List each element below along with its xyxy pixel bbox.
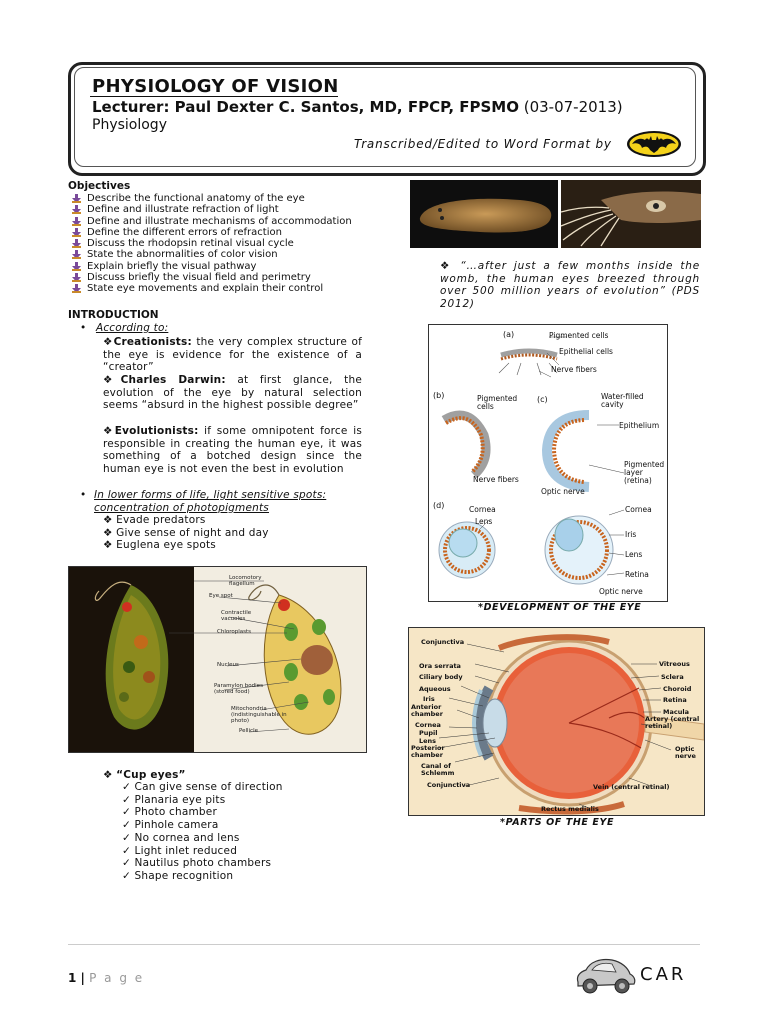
diamond-bullet-icon: ❖	[103, 374, 121, 386]
arrow-bullet-icon	[72, 262, 81, 271]
creationists-text: the very complex structure of the eye is evidence for the existence of a “creator”	[103, 336, 362, 374]
eye-development-figure	[428, 324, 668, 602]
list-item: ✓ Light inlet reduced	[122, 844, 238, 857]
nautilus-image	[561, 180, 701, 248]
arrow-bullet-icon	[72, 250, 81, 259]
lecturer-name: Lecturer: Paul Dexter C. Santos, MD, FPCP, FPSMO	[92, 98, 519, 116]
checkmark-icon: ✓	[122, 806, 135, 819]
diamond-bullet-icon: ❖	[103, 425, 115, 437]
eye-label: Retina	[663, 696, 687, 704]
list-item: Discuss briefly the visual field and perimetry	[72, 272, 412, 283]
euglena-label: Locomotory flagellum	[229, 575, 262, 587]
dev-label: Nerve fibers	[473, 475, 519, 484]
cup-eyes-list	[122, 781, 283, 883]
arrow-bullet-icon	[72, 205, 81, 214]
car-icon	[572, 954, 638, 996]
lower-forms-text: In lower forms of life, light sensitive spots: concentration of photopigments	[94, 489, 327, 514]
eye-label: Ciliary body	[419, 673, 463, 681]
evolutionists-text: if some omnipotent force is responsible in creating the human eye, it was something of a botched design since the human eye is not even the best in evolution	[103, 425, 362, 476]
list-item: Discuss the rhodopsin retinal visual cycle	[72, 238, 412, 249]
list-item: ❖ Evade predators	[103, 514, 206, 526]
checkmark-icon: ✓	[122, 819, 135, 832]
lecturer-line	[92, 98, 623, 116]
euglena-label: Mitochondria (indistinguishable in photo)	[231, 706, 287, 724]
arrow-bullet-icon	[72, 273, 81, 282]
creationists-paragraph	[103, 336, 362, 374]
eye-label: Vitreous	[659, 660, 690, 668]
evolutionists-label: Evolutionists:	[114, 425, 199, 437]
dev-label: Epithelium	[619, 421, 660, 430]
darwin-text: at first glance, the evolution of the eye by natural selection seems “absurd in the highest possible degree”	[103, 374, 362, 412]
arrow-bullet-icon	[72, 228, 81, 237]
lecture-date: (03-07-2013)	[518, 98, 623, 116]
list-item: ✓ Shape recognition	[122, 869, 234, 882]
round-bullet-icon: •	[80, 322, 87, 334]
eye-label: Ora serrata	[419, 662, 461, 670]
panel-letter: (b)	[433, 391, 445, 400]
dev-label: Optic nerve	[599, 587, 643, 596]
eye-label: Lens	[419, 737, 437, 745]
eye-label: Conjunctiva	[427, 781, 471, 789]
dev-label: Lens	[475, 517, 493, 526]
list-item: ✓ Nautilus photo chambers	[122, 857, 272, 870]
checkmark-icon: ✓	[122, 857, 135, 870]
panel-letter: (a)	[503, 330, 515, 339]
list-item: ✓ Photo chamber	[122, 806, 217, 819]
panel-letter: (d)	[433, 501, 445, 510]
objectives-heading: Objectives	[68, 180, 131, 192]
round-bullet-icon: •	[80, 489, 87, 501]
eye-label: Vein (central retinal)	[593, 783, 670, 791]
euglena-label: Contractile vacuoles	[221, 610, 252, 622]
subject-label: Physiology	[92, 117, 167, 133]
eye-label: Pupil	[419, 729, 438, 737]
page-number: 1 | P a g e	[68, 971, 145, 985]
euglena-label: Paramylon bodies (stored food)	[214, 683, 263, 695]
euglena-label: Eye spot	[209, 593, 233, 599]
footer-brand: CAR	[640, 964, 687, 985]
cup-eyes-heading: ❖ “Cup eyes”	[103, 769, 186, 781]
list-item: Define the different errors of refraction	[72, 227, 412, 238]
dev-label: Pigmented layer (retina)	[624, 460, 665, 485]
batman-logo-icon	[626, 130, 682, 158]
list-item: Explain briefly the visual pathway	[72, 261, 412, 272]
dev-label: Epithelial cells	[559, 347, 613, 356]
title-underline	[90, 96, 338, 97]
objectives-list	[72, 193, 412, 295]
dev-label: Pigmented cells	[477, 394, 518, 411]
lower-forms-list	[103, 514, 269, 552]
euglena-label: Pellicle	[239, 728, 259, 734]
footer-divider	[68, 944, 700, 945]
lower-forms-line	[80, 489, 365, 514]
document-title: PHYSIOLOGY OF VISION	[92, 76, 339, 97]
eye-label: Macula	[663, 708, 689, 716]
checkmark-icon: ✓	[122, 869, 135, 882]
development-caption: *DEVELOPMENT OF THE EYE	[478, 602, 642, 613]
parts-caption: *PARTS OF THE EYE	[500, 817, 615, 828]
evolutionists-paragraph	[103, 425, 362, 476]
eye-label: Canal of Schlemm	[421, 762, 455, 777]
list-item: Define and illustrate mechanisms of accommodation	[72, 216, 412, 227]
euglena-label: Nucleus	[217, 662, 239, 668]
dev-label: Cornea	[469, 505, 496, 514]
list-item: ✓ Can give sense of direction	[122, 781, 283, 793]
dev-label: Nerve fibers	[551, 365, 597, 374]
checkmark-icon: ✓	[122, 831, 135, 844]
eye-label: Sclera	[661, 673, 684, 681]
eye-label: Posterior chamber	[411, 744, 445, 759]
arrow-bullet-icon	[72, 194, 81, 203]
list-item: ✓ Pinhole camera	[122, 819, 219, 832]
darwin-label: Charles Darwin:	[120, 374, 226, 386]
diamond-bullet-icon: ❖	[103, 539, 117, 552]
eye-parts-figure	[408, 627, 705, 816]
arrow-bullet-icon	[72, 239, 81, 248]
diamond-bullet-icon: ❖	[103, 526, 117, 539]
list-item: State the abnormalities of color vision	[72, 249, 412, 260]
checkmark-icon: ✓	[122, 781, 135, 793]
euglena-figure	[68, 566, 367, 753]
list-item: State eye movements and explain their control	[72, 283, 412, 294]
diamond-bullet-icon: ❖	[103, 514, 117, 526]
eye-label: Cornea	[415, 721, 441, 729]
eye-label: Choroid	[663, 685, 692, 693]
panel-letter: (c)	[537, 395, 548, 404]
transcribed-by: Transcribed/Edited to Word Format by	[354, 137, 612, 151]
list-item: Describe the functional anatomy of the eye	[72, 193, 412, 204]
eye-label: Iris	[423, 695, 435, 703]
planaria-image	[410, 180, 558, 248]
list-item: Define and illustrate refraction of light	[72, 204, 412, 215]
list-item: ❖ Euglena eye spots	[103, 539, 216, 552]
diamond-bullet-icon: ❖	[103, 336, 114, 348]
according-to-label: According to:	[95, 322, 169, 334]
dev-label: Water-filled cavity	[601, 392, 644, 409]
dev-label: Cornea	[625, 505, 652, 514]
creationists-label: Creationists:	[113, 336, 192, 348]
diamond-bullet-icon: ❖	[440, 260, 461, 272]
dev-label: Pigmented cells	[549, 331, 609, 340]
dev-label: Retina	[625, 570, 649, 579]
diamond-bullet-icon: ❖	[103, 769, 117, 781]
list-item: ❖ Give sense of night and day	[103, 526, 269, 539]
introduction-heading: INTRODUCTION	[68, 309, 159, 321]
nautilus-photo	[561, 180, 701, 248]
darwin-paragraph	[103, 374, 362, 412]
eye-label: Conjunctiva	[421, 638, 465, 646]
arrow-bullet-icon	[72, 284, 81, 293]
evolution-quote: ❖ “…after just a few months inside the womb, the human eyes breezed through over 500 million years of evolution” (PDS 2012)	[440, 260, 700, 311]
dev-label: Lens	[625, 550, 643, 559]
eye-label: Optic nerve	[675, 745, 696, 760]
list-item: ✓ Planaria eye pits	[122, 793, 226, 806]
planaria-photo	[410, 180, 558, 248]
according-to-line	[80, 322, 168, 335]
eye-label: Artery (central retinal)	[645, 715, 700, 730]
dev-label: Optic nerve	[541, 487, 585, 496]
list-item: ✓ No cornea and lens	[122, 831, 240, 844]
checkmark-icon: ✓	[122, 844, 135, 857]
eye-label: Rectus medialis	[541, 805, 599, 813]
dev-label: Iris	[625, 530, 637, 539]
euglena-label: Chloroplasts	[217, 629, 252, 635]
eye-label: Aqueous	[419, 685, 451, 693]
arrow-bullet-icon	[72, 217, 81, 226]
checkmark-icon: ✓	[122, 793, 135, 806]
eye-label: Anterior chamber	[411, 703, 443, 718]
